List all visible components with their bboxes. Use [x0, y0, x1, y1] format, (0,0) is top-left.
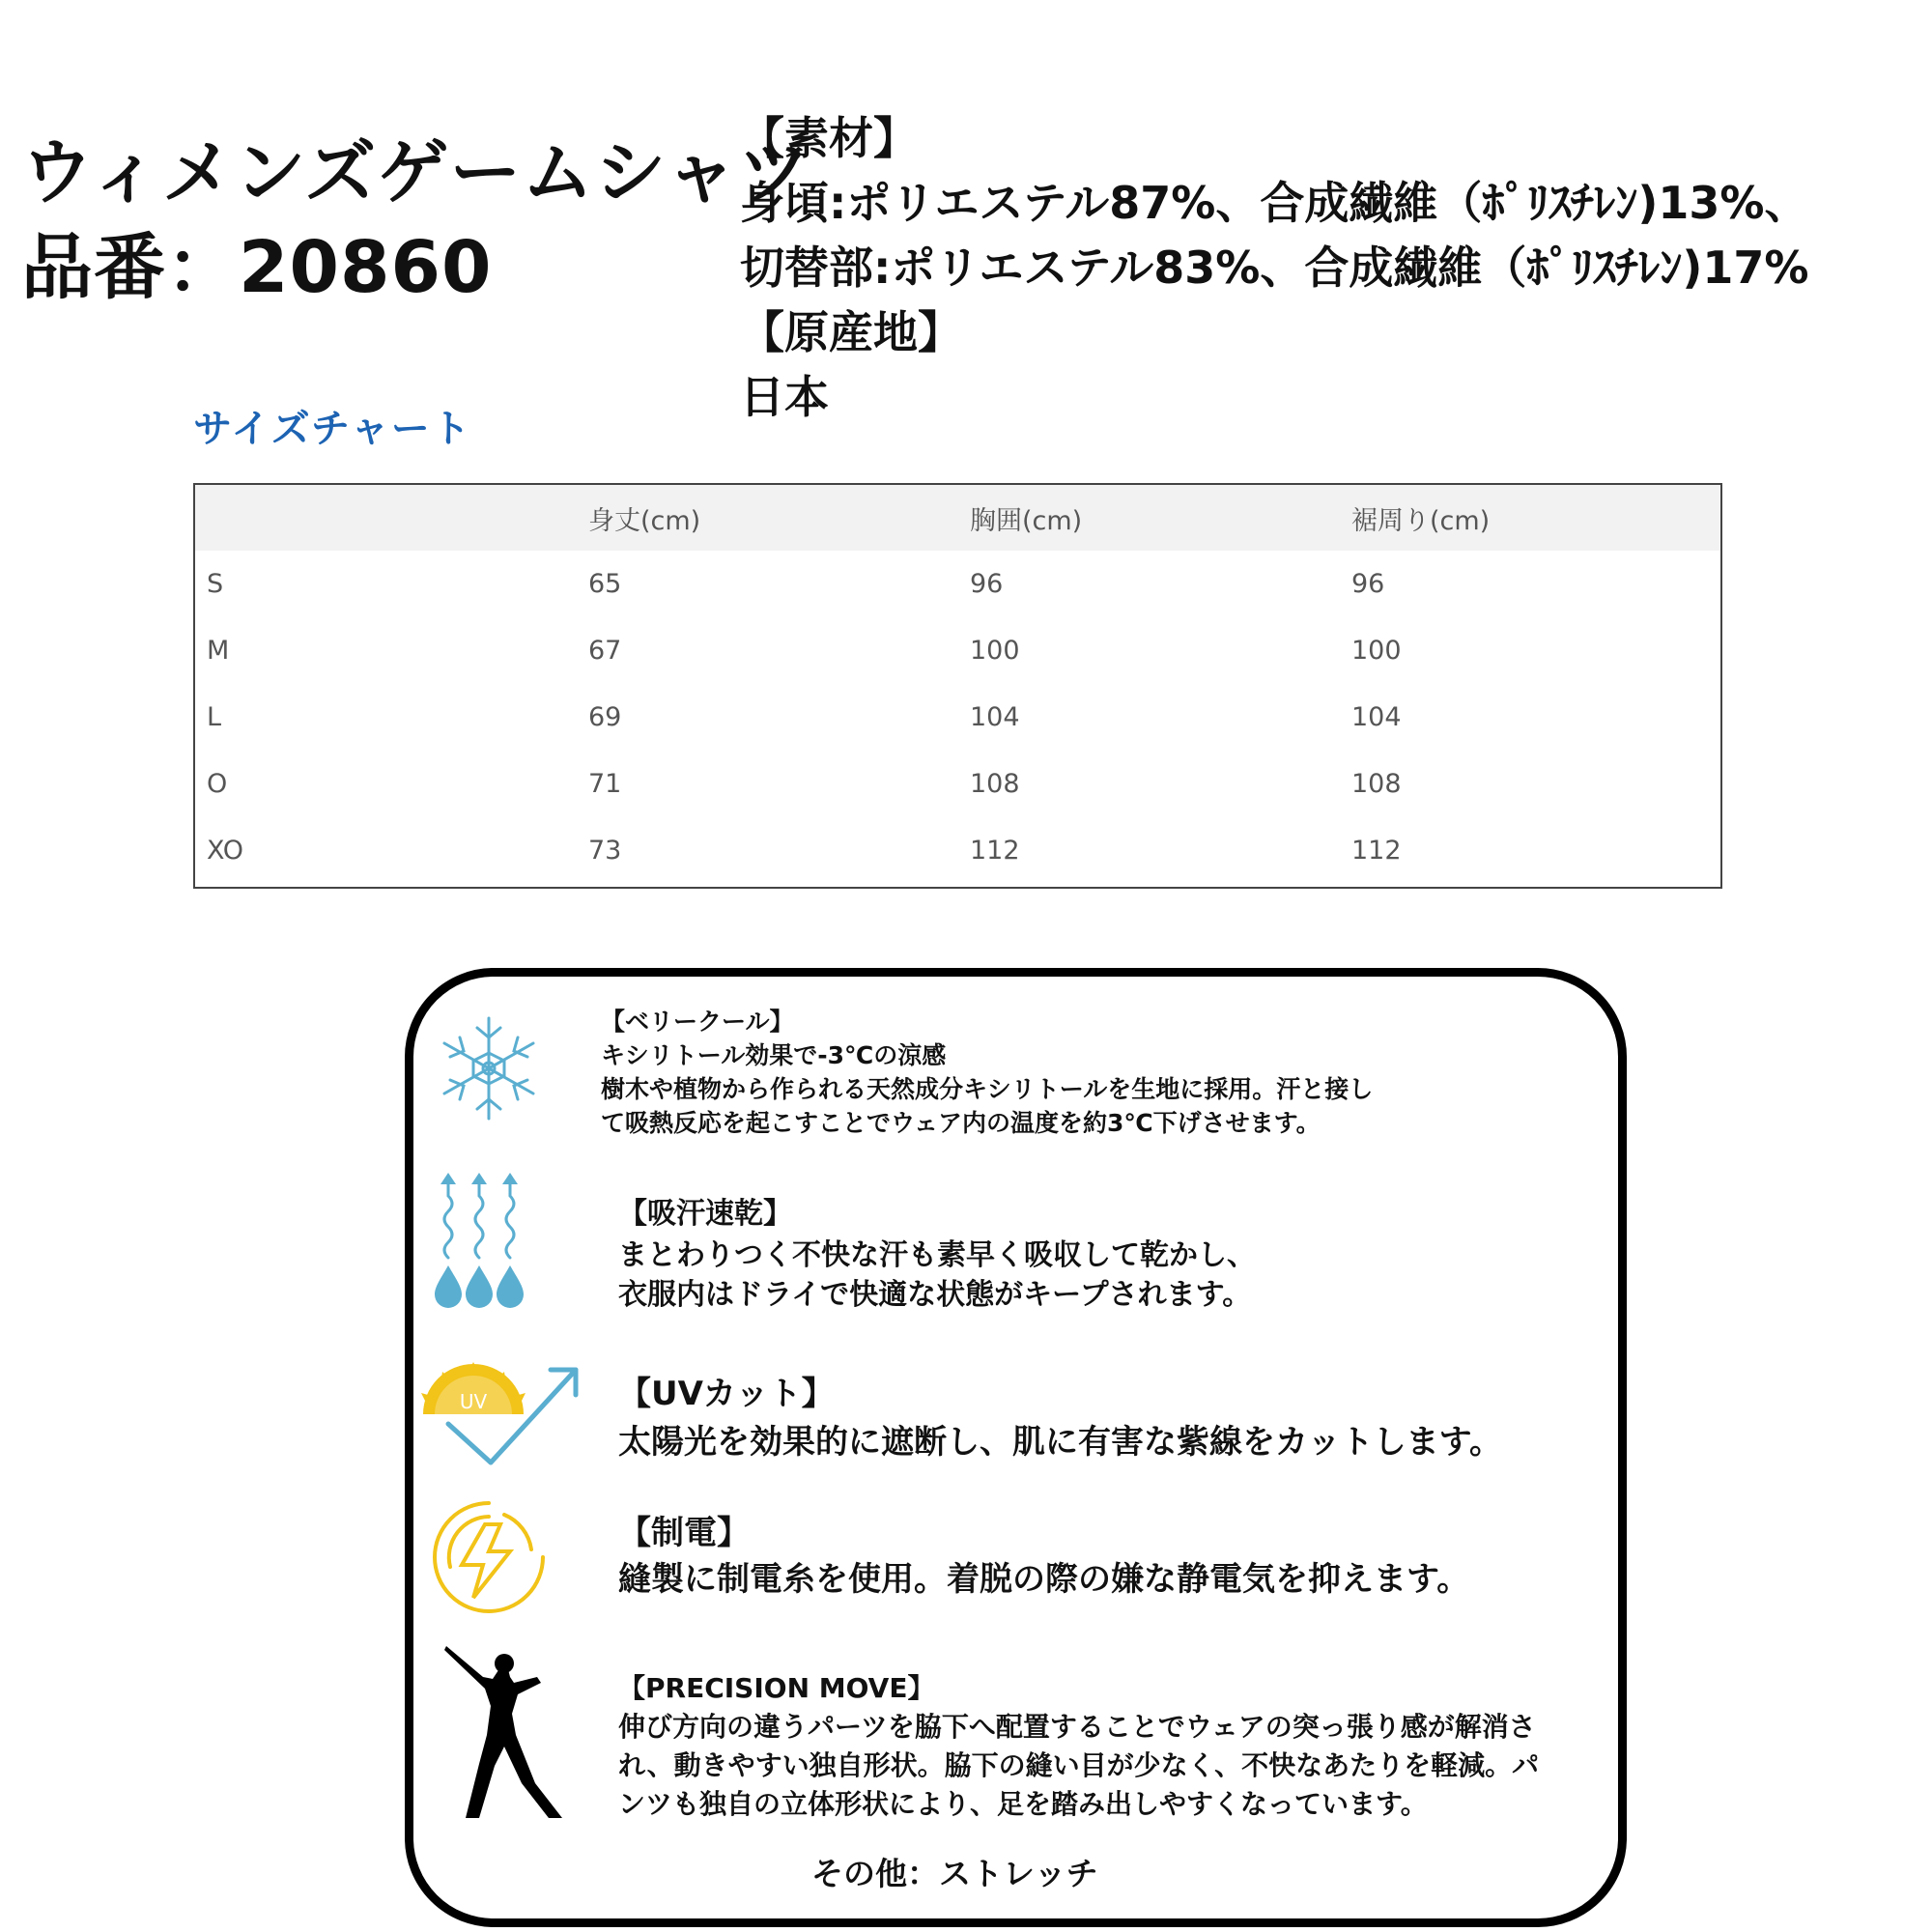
uv-cut-icon — [415, 1362, 582, 1468]
cell-hem: 108 — [1351, 769, 1402, 799]
material-line-2: 切替部:ポリエステル83%、合成繊維（ﾎﾟﾘｽﾁﾚﾝ)17% — [740, 242, 1809, 294]
cell-hem: 104 — [1351, 702, 1402, 732]
feature-uv-cut — [618, 1370, 1502, 1466]
cell-hem: 100 — [1351, 636, 1402, 666]
feature-line: 太陽光を効果的に遮断し、肌に有害な紫線をカットします。 — [618, 1423, 1502, 1462]
feature-precision-move — [618, 1669, 1539, 1824]
table-row — [195, 551, 1720, 617]
material-block — [740, 106, 1809, 430]
feature-line: 樹木や植物から作られる天然成分キシリトールを生地に採用。汗と接し — [601, 1075, 1374, 1103]
header-length: 身丈(cm) — [577, 485, 958, 551]
table-row — [195, 617, 1720, 684]
antistatic-icon — [425, 1497, 553, 1619]
origin-heading: 【原産地】 — [740, 306, 962, 358]
feature-line: れ、動きやすい独自形状。脇下の縫い目が少なく、不快なあたりを軽減。パ — [618, 1749, 1540, 1781]
size-chart-header-row — [195, 485, 1720, 551]
cell-length: 73 — [588, 836, 622, 866]
feature-heading: 【UVカット】 — [618, 1375, 835, 1413]
cell-chest: 112 — [970, 836, 1020, 866]
cell-size: XO — [207, 836, 244, 866]
feature-quick-dry — [618, 1194, 1256, 1315]
snowflake-icon — [431, 1014, 547, 1122]
feature-heading: 【PRECISION MOVE】 — [618, 1672, 935, 1704]
origin-value: 日本 — [740, 371, 829, 423]
feature-line: て吸熱反応を起こすことでウェア内の温度を約3℃下げさせます。 — [601, 1109, 1321, 1137]
cell-chest: 104 — [970, 702, 1020, 732]
cell-hem: 112 — [1351, 836, 1402, 866]
product-name: ウィメンズゲームシャツ — [21, 131, 810, 214]
product-title-block — [21, 126, 810, 315]
feature-line: ンツも独自の立体形状により、足を踏み出しやすくなっています。 — [618, 1788, 1428, 1820]
material-line-1: 身頃:ポリエステル87%、合成繊維（ﾎﾟﾘｽﾁﾚﾝ)13%、 — [740, 177, 1809, 229]
table-row — [195, 751, 1720, 817]
product-number: 品番：20860 — [21, 226, 493, 309]
feature-line: 衣服内はドライで快適な状態がキープされます。 — [618, 1278, 1252, 1312]
cell-chest: 108 — [970, 769, 1020, 799]
feature-very-cool — [601, 1005, 1373, 1140]
feature-line: まとわりつく不快な汗も素早く吸収して乾かし、 — [618, 1238, 1256, 1272]
feature-heading: 【吸汗速乾】 — [618, 1197, 792, 1231]
cell-chest: 96 — [970, 569, 1004, 599]
table-row — [195, 817, 1720, 884]
cell-chest: 100 — [970, 636, 1020, 666]
cell-length: 71 — [588, 769, 622, 799]
material-heading: 【素材】 — [740, 112, 918, 164]
cell-size: O — [207, 769, 228, 799]
cell-length: 69 — [588, 702, 622, 732]
size-chart-table — [193, 483, 1722, 889]
size-chart-title: サイズチャート — [193, 407, 472, 451]
uv-label: UV — [459, 1390, 488, 1413]
cell-length: 65 — [588, 569, 622, 599]
feature-heading: 【ベリークール】 — [601, 1008, 794, 1036]
sweat-drops-icon — [431, 1169, 529, 1310]
cell-length: 67 — [588, 636, 622, 666]
header-chest: 胸囲(cm) — [958, 485, 1340, 551]
feature-antistatic — [618, 1510, 1469, 1603]
other-feature: その他：ストレッチ — [811, 1855, 1098, 1892]
feature-heading: 【制電】 — [618, 1514, 750, 1552]
cell-size: S — [207, 569, 224, 599]
feature-line: 伸び方向の違うパーツを脇下へ配置することでウェアの突っ張り感が解消さ — [618, 1711, 1536, 1743]
cell-hem: 96 — [1351, 569, 1385, 599]
cell-size: L — [207, 702, 222, 732]
feature-line: キシリトール効果で-3℃の涼感 — [601, 1041, 947, 1069]
cell-size: M — [207, 636, 230, 666]
stretching-person-icon — [440, 1638, 566, 1822]
header-size — [195, 485, 577, 551]
table-row — [195, 684, 1720, 751]
feature-line: 縫製に制電糸を使用。着脱の際の嫌な静電気を抑えます。 — [618, 1560, 1470, 1599]
header-hem: 裾周り(cm) — [1340, 485, 1720, 551]
